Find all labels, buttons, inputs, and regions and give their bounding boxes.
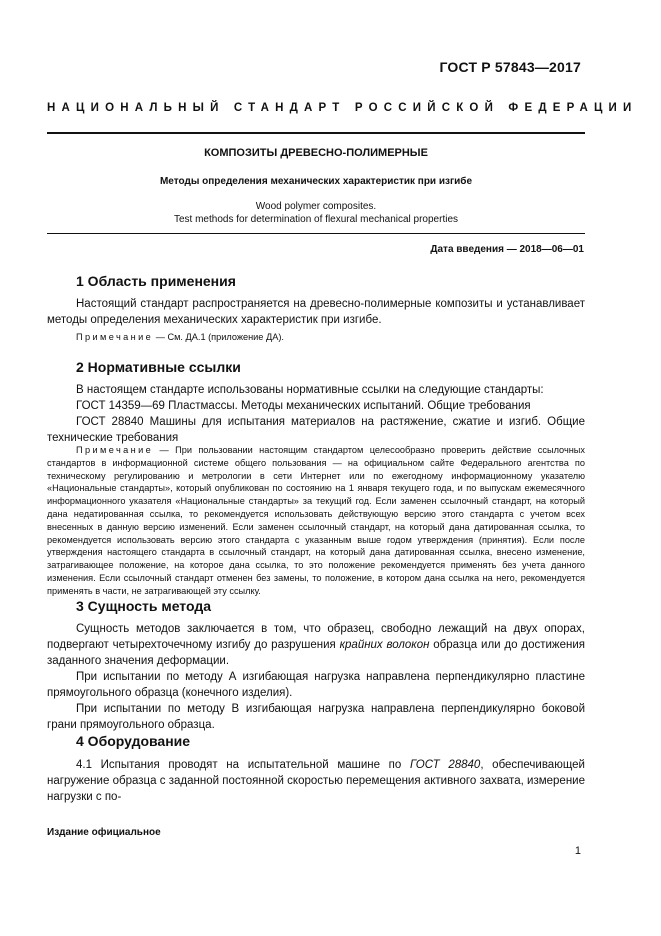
- english-title-line-2: Test methods for determination of flexural mechanical properties: [173, 214, 459, 225]
- emphasis-term: крайних волокон: [339, 639, 430, 651]
- reference-link-gost-28840: ГОСТ 28840: [409, 759, 481, 771]
- text-run: образца или до достижения заданного значения деформации.: [47, 639, 585, 667]
- national-standard-banner: НАЦИОНАЛЬНЫЙ СТАНДАРТ РОССИЙСКОЙ ФЕДЕРАЦИИ: [47, 102, 638, 114]
- section-1-paragraph: Настоящий стандарт распространяется на древесно-полимерные композиты и устанавливает методы определения механических характеристик при изгибе.: [47, 298, 585, 326]
- document-code: ГОСТ Р 57843—2017: [439, 59, 581, 75]
- page-number: 1: [574, 845, 581, 857]
- edition-label: Издание официальное: [47, 827, 161, 838]
- section-3-heading: 3 Сущность метода: [76, 598, 212, 614]
- section-4-text: [47, 757, 585, 805]
- note-text: — См. ДА.1 (приложение ДА).: [153, 332, 284, 342]
- section-3-paragraph-1: [47, 621, 585, 669]
- english-title-line-1: Wood polymer composites.: [255, 201, 377, 212]
- section-3-paragraph-3: При испытании по методу В изгибающая нагрузка направлена перпендикулярно боковой грани прямоугольного образца.: [47, 703, 585, 731]
- section-3-text: [47, 621, 585, 733]
- introduction-date: Дата введения — 2018—06—01: [430, 244, 584, 255]
- section-3-paragraph-2: При испытании по методу А изгибающая нагрузка направлена перпендикулярно пластине прямоугольного образца (конечного изделия).: [47, 671, 585, 699]
- english-title: [47, 200, 585, 226]
- section-4-heading: 4 Оборудование: [76, 733, 191, 749]
- section-1-text: [47, 296, 585, 328]
- text-run: , обеспечивающей нагружение образца с заданной постоянной скоростью перемещения активного захвата, измерение нагрузки с по-: [47, 759, 585, 803]
- section-2-note: [47, 444, 585, 598]
- text-run: Сущность методов заключается в том, что образец, свободно лежащий на двух опорах, подвергают четырехточечному изгибу до разрушения: [47, 623, 585, 651]
- note-label: Примечание: [76, 445, 154, 455]
- note-text: — При пользовании настоящим стандартом целесообразно проверить действие ссылочных стандартов в информационной системе общего пользования — на официальном сайте Федерального агентства по техническому регулированию и метрологии в сети Интернет или по ежегодному информационному указателю «Национальные стандарты», который опубликован по состоянию на 1 января текущего года, и по выпускам ежемесячного информационного указателя «Национальные стандарты» за текущий год. Если заменен ссылочный стандарт, на который дана недатированная ссылка, то рекомендуется использовать действующую версию этого стандарта с учетом всех внесенных в данную версию изменений. Если заменен ссылочный стандарт, на который дана датированная ссылка, то рекомендуется использовать версию этого стандарта с указанным выше годом утверждения (принятия). Если после утверждения настоящего стандарта в ссылочный стандарт, на который дана датированная ссылка, внесено изменение, затрагивающее положение, на которое дана ссылка, то это положение рекомендуется применять без учета данного изменения. Если ссылочный стандарт отменен без замены, то положение, в котором дана ссылка на него, рекомендуется применять в части, не затрагивающей эту ссылку.: [47, 445, 585, 596]
- note-label: Примечание: [76, 332, 154, 342]
- section-4-paragraph-1: [47, 757, 585, 805]
- text-run: 4.1 Испытания проводят на испытательной машине по: [76, 759, 410, 771]
- section-1-heading: 1 Область применения: [76, 273, 236, 289]
- section-2-heading: 2 Нормативные ссылки: [76, 359, 241, 375]
- reference-gost-14359: ГОСТ 14359—69 Пластмассы. Методы механических испытаний. Общие требования: [76, 400, 531, 412]
- header-rule: [47, 132, 585, 134]
- reference-gost-28840: ГОСТ 28840 Машины для испытания материалов на растяжение, сжатие и изгиб. Общие технические требования: [47, 416, 585, 444]
- section-2-text: [47, 382, 585, 446]
- document-subtitle: Методы определения механических характеристик при изгибе: [159, 176, 473, 187]
- title-rule: [47, 233, 585, 234]
- section-1-note: [47, 331, 585, 344]
- document-title: КОМПОЗИТЫ ДРЕВЕСНО-ПОЛИМЕРНЫЕ: [204, 147, 428, 159]
- section-2-intro: В настоящем стандарте использованы нормативные ссылки на следующие стандарты:: [76, 384, 544, 396]
